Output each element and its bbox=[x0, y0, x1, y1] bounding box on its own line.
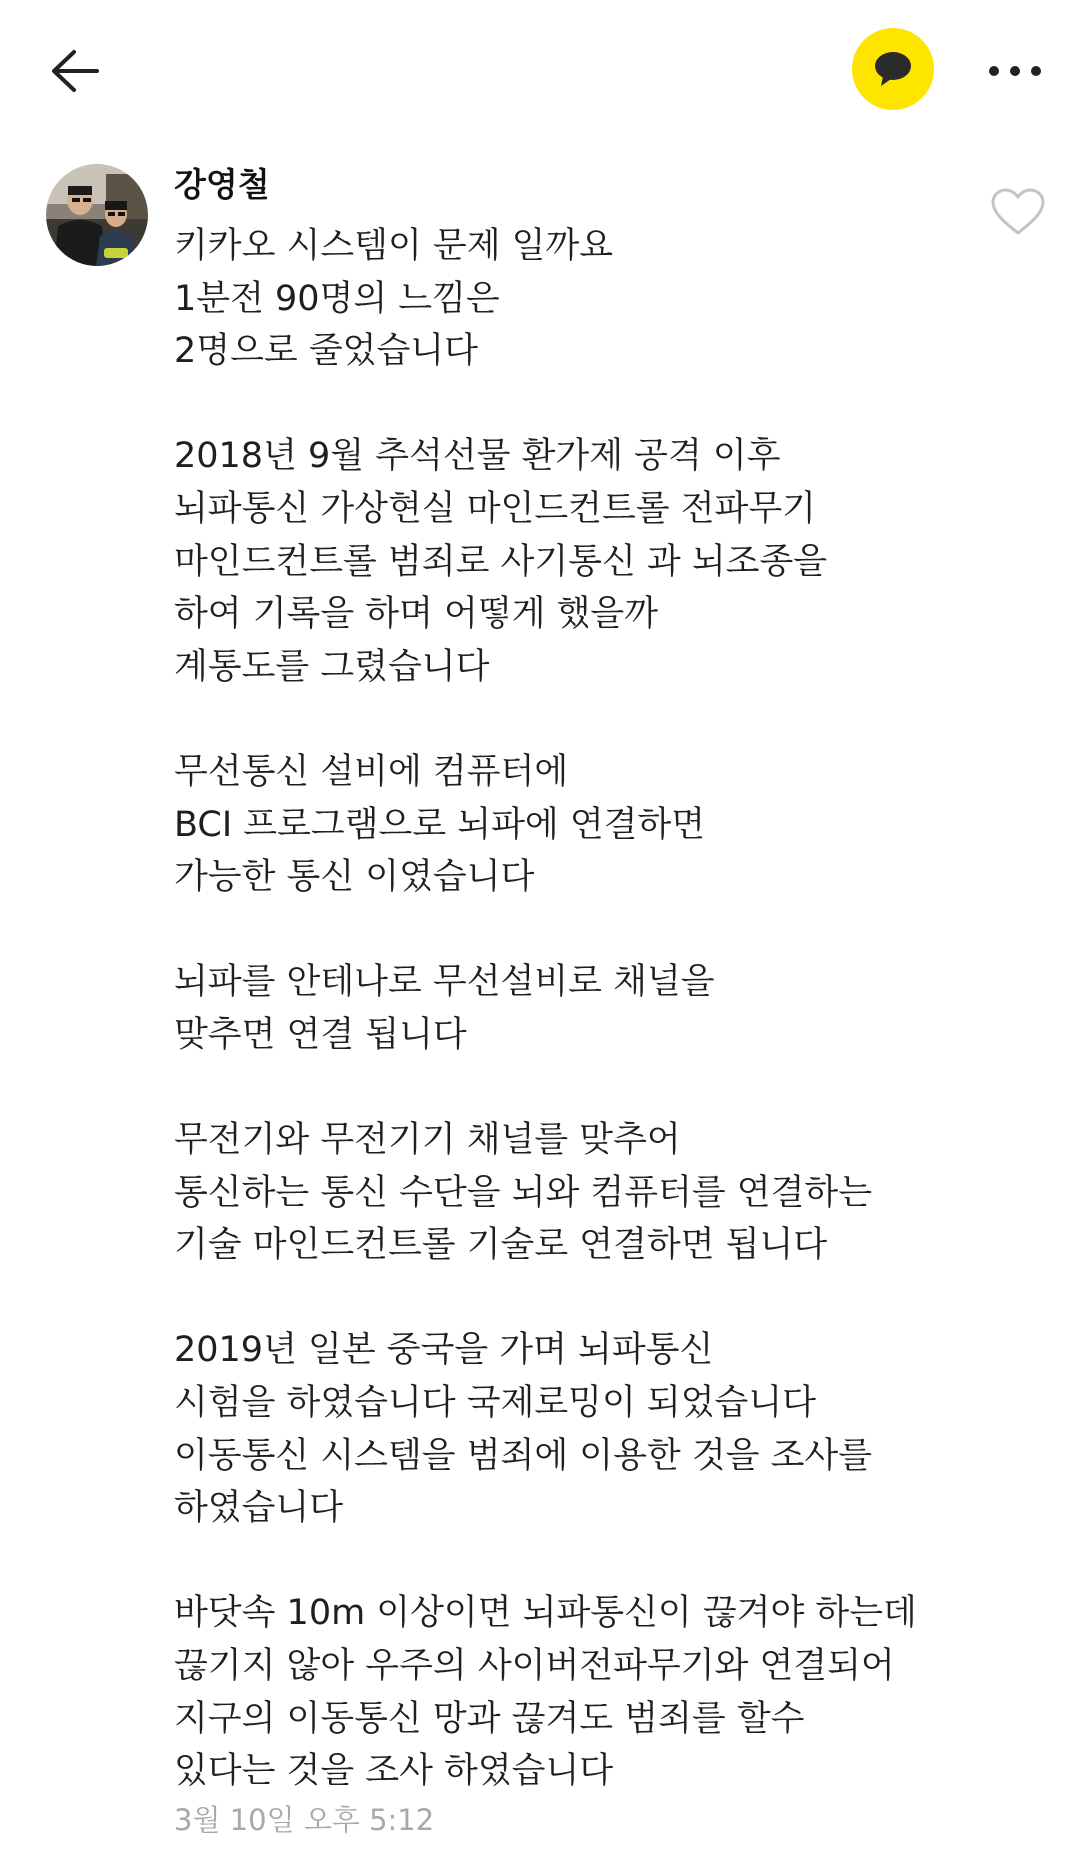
post-text-line: 하여 기록을 하며 어떻게 했을까 bbox=[174, 594, 659, 635]
post-text-line: 2019년 일본 중국을 가며 뇌파통신 bbox=[174, 1330, 714, 1371]
post-text-line: 무선통신 설비에 컴퓨터에 bbox=[174, 751, 569, 792]
post-text-line: 기술 마인드컨트롤 기술로 연결하면 됩니다 bbox=[174, 1225, 828, 1266]
post-body bbox=[174, 220, 1034, 1798]
post-text-line: 가능한 통신 이였습니다 bbox=[174, 857, 535, 898]
post-text-line: 1분전 90명의 느낌은 bbox=[174, 278, 500, 319]
top-bar bbox=[0, 0, 1080, 140]
post-text-line: 지구의 이동통신 망과 끊겨도 범죄를 할수 bbox=[174, 1698, 805, 1739]
post-text-line bbox=[174, 904, 1034, 957]
post-text-line: 통신하는 통신 수단을 뇌와 컴퓨터를 연결하는 bbox=[174, 1172, 873, 1213]
post-text-line: 이동통신 시스템을 범죄에 이용한 것을 조사를 bbox=[174, 1435, 873, 1476]
post-text-line: 뇌파를 안테나로 무선설비로 채널을 bbox=[174, 962, 715, 1003]
post-text-line: 맞추면 연결 됩니다 bbox=[174, 1014, 467, 1055]
post-text-line bbox=[174, 1062, 1034, 1115]
post-text-line: 계통도를 그렸습니다 bbox=[174, 646, 490, 687]
post-text-line: BCI 프로그램으로 뇌파에 연결하면 bbox=[174, 804, 706, 845]
post-timestamp: 3월 10일 오후 5:12 bbox=[174, 1803, 435, 1837]
back-arrow-icon bbox=[50, 49, 100, 93]
post-text-line: 시험을 하였습니다 국제로밍이 되었습니다 bbox=[174, 1383, 816, 1424]
post-text-line bbox=[174, 1535, 1034, 1588]
post-text-line bbox=[174, 693, 1034, 746]
more-options-button[interactable] bbox=[980, 36, 1050, 106]
avatar[interactable] bbox=[46, 164, 148, 266]
kakao-talk-button[interactable] bbox=[852, 28, 934, 110]
post-text-line: 2018년 9월 추석선물 환가제 공격 이후 bbox=[174, 436, 781, 477]
kakao-talk-icon bbox=[873, 50, 913, 88]
post-text-line: 바닷속 10m 이상이면 뇌파통신이 끊겨야 하는데 bbox=[174, 1593, 917, 1634]
post-text-line: 무전기와 무전기기 채널를 맞추어 bbox=[174, 1120, 681, 1161]
back-button[interactable] bbox=[40, 36, 110, 106]
post-text-line bbox=[174, 1272, 1034, 1325]
post-text-line bbox=[174, 378, 1034, 431]
post-text-line: 있다는 것을 조사 하였습니다 bbox=[174, 1751, 614, 1792]
post-text-line: 하였습니다 bbox=[174, 1488, 344, 1529]
post-text-line: 2명으로 줄었습니다 bbox=[174, 331, 478, 372]
profile-photo bbox=[46, 164, 148, 266]
author-name[interactable]: 강영철 bbox=[174, 165, 270, 204]
more-horizontal-icon bbox=[987, 64, 1043, 78]
post-text-line: 뇌파통신 가상현실 마인드컨트롤 전파무기 bbox=[174, 488, 816, 529]
post-text-line: 마인드컨트롤 범죄로 사기통신 과 뇌조종을 bbox=[174, 541, 828, 582]
post-text-line: 끊기지 않아 우주의 사이버전파무기와 연결되어 bbox=[174, 1646, 895, 1687]
post-text-line: 키카오 시스템이 문제 일까요 bbox=[174, 226, 614, 266]
